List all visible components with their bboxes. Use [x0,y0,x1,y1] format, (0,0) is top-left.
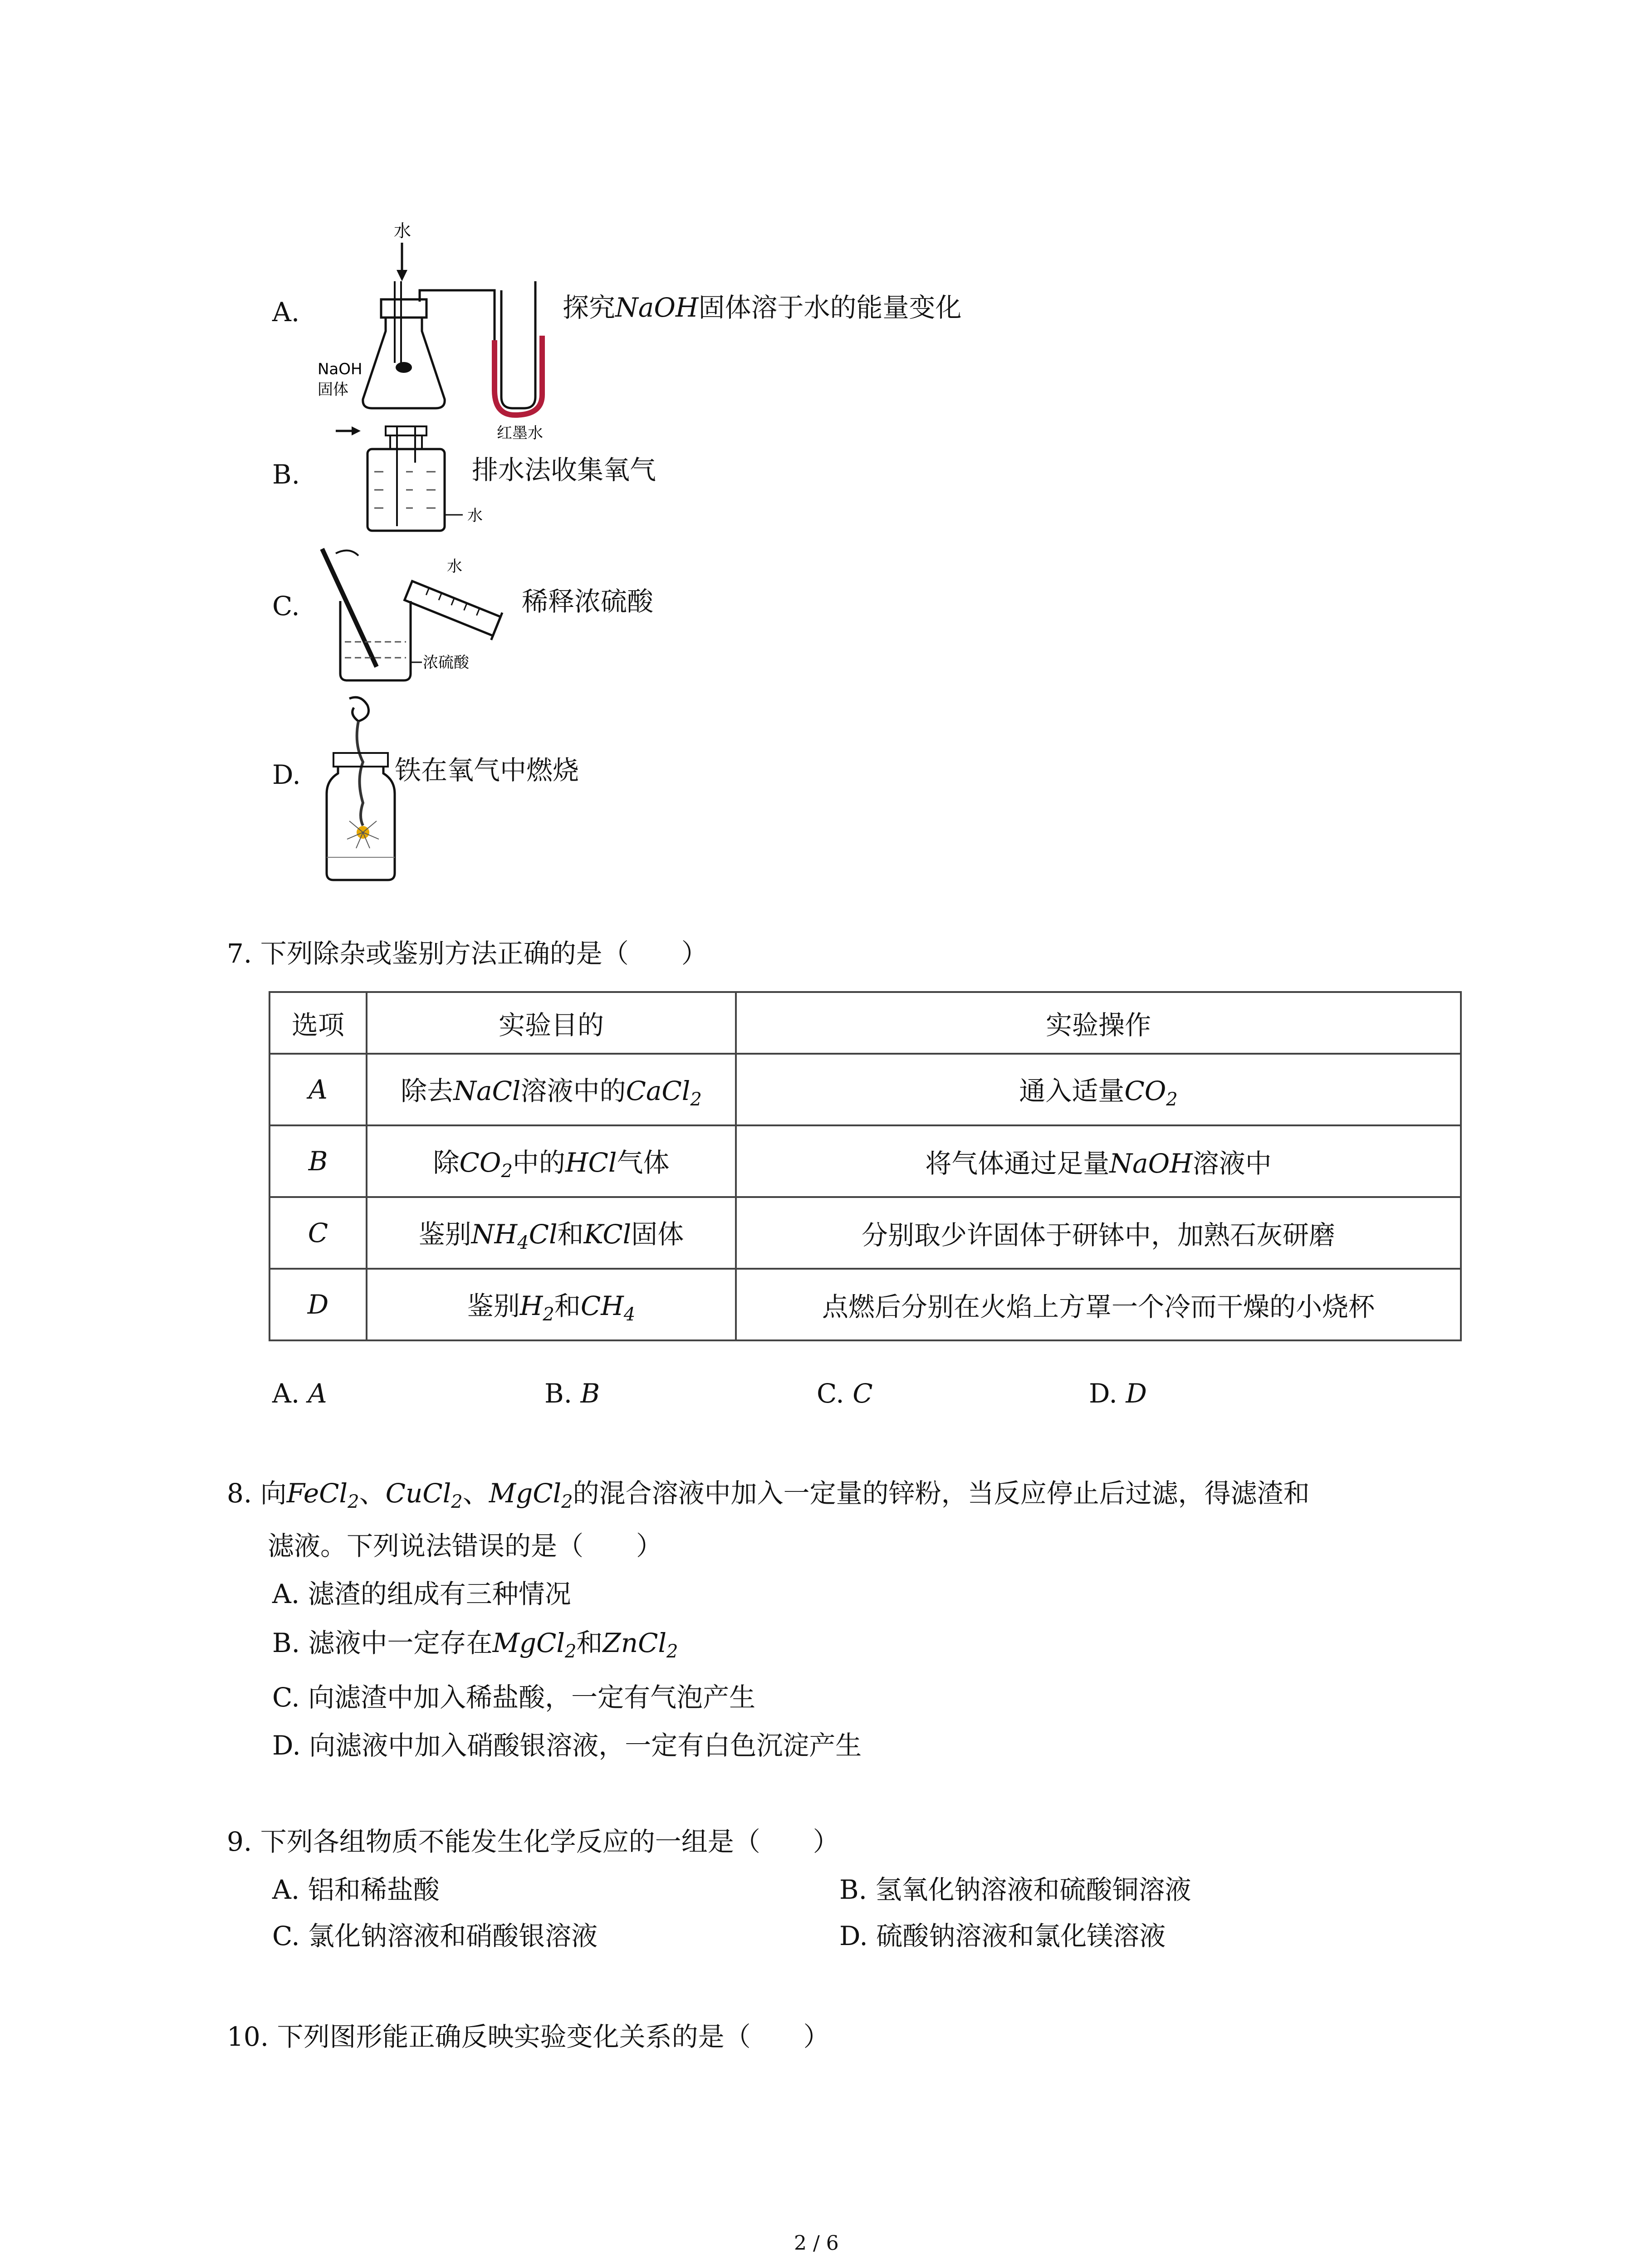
q10-stem: 10. 下列图形能正确反映实验变化关系的是（ ） [227,2021,830,2052]
q7-choice-c: C. C [817,1378,873,1409]
option-c-text: 稀释浓硫酸 [522,586,654,617]
option-c-letter: C. [272,591,300,621]
q8-stem-line2: 滤液。下列说法错误的是（ ） [268,1530,663,1561]
fig-b-water-label: 水 [467,507,483,525]
q7-choice-b: B. B [544,1378,600,1409]
row-c-operation: 分别取少许固体于研钵中，加熟石灰研磨 [736,1197,1461,1269]
option-a-text: 探究NaOH固体溶于水的能量变化 [563,292,962,323]
row-b-operation: 将气体通过足量NaOH溶液中 [736,1125,1461,1197]
q8-option-a: A. 滤渣的组成有三种情况 [272,1579,571,1609]
header-purpose: 实验目的 [367,992,736,1054]
header-option: 选项 [269,992,367,1054]
dilute-acid-figure [309,544,526,685]
row-b-purpose: 除$CO_2$中的HCl气体 [367,1125,736,1197]
option-b-text: 排水法收集氧气 [472,455,656,485]
row-d-option: D [269,1269,367,1340]
fig-a-solid-label: 固体 [318,381,348,399]
q9-option-a: A. 铝和稀盐酸 [272,1874,440,1905]
row-a-option: A [269,1054,367,1125]
q7-choice-d: D. D [1089,1378,1147,1409]
table-row [269,1054,1461,1125]
q9-option-b: B. 氢氧化钠溶液和硫酸铜溶液 [839,1874,1191,1905]
q8-option-c: C. 向滤渣中加入稀盐酸，一定有气泡产生 [272,1682,756,1713]
q7-choice-a: A. A [272,1378,327,1409]
option-d-letter: D. [272,759,301,790]
q9-option-c: C. 氯化钠溶液和硝酸银溶液 [272,1921,598,1951]
page-number: 2 / 6 [794,2232,839,2255]
q8-option-b: B. 滤液中一定存在MgCl$_2$和ZnCl$_2$ [272,1628,678,1662]
row-a-purpose: 除去NaCl溶液中的CaCl$_2$ [367,1054,736,1125]
row-a-operation: 通入适量$CO_2$ [736,1054,1461,1125]
option-b-letter: B. [272,459,300,490]
row-d-operation: 点燃后分别在火焰上方罩一个冷而干燥的小烧杯 [736,1269,1461,1340]
fig-c-acid-label: 浓硫酸 [423,654,469,672]
q8-option-d: D. 向滤液中加入硝酸银溶液，一定有白色沉淀产生 [272,1730,862,1761]
row-c-option: C [269,1197,367,1269]
option-a-letter: A. [272,297,300,327]
table-row [269,1125,1461,1197]
fig-a-ink-label: 红墨水 [497,424,543,442]
row-b-option: B [269,1125,367,1197]
row-c-purpose: 鉴别$NH_4Cl$和KCl固体 [367,1197,736,1269]
fig-a-naoh-label: NaOH [318,360,362,378]
option-d-text: 铁在氧气中燃烧 [395,755,579,786]
fig-c-water-label: 水 [447,557,462,576]
q9-option-d: D. 硫酸钠溶液和氯化镁溶液 [839,1921,1166,1951]
table-row [269,1269,1461,1340]
q7-table [269,991,1462,1341]
q8-stem-line1: 8. 向FeCl$_2$、CuCl$_2$、MgCl$_2$的混合溶液中加入一定量的锌粉，当反应停止后过滤，得滤渣和 [227,1478,1310,1512]
q9-stem: 9. 下列各组物质不能发生化学反应的一组是（ ） [227,1826,839,1857]
header-operation: 实验操作 [736,992,1461,1054]
q7-stem: 7. 下列除杂或鉴别方法正确的是（ ） [227,938,708,969]
row-d-purpose: 鉴别$H_2$和$CH_4$ [367,1269,736,1340]
fig-a-water-label: 水 [394,221,411,241]
naoh-dissolution-apparatus-figure [318,218,572,442]
table-header-row [269,992,1461,1054]
iron-combustion-figure [318,694,404,885]
table-row [269,1197,1461,1269]
